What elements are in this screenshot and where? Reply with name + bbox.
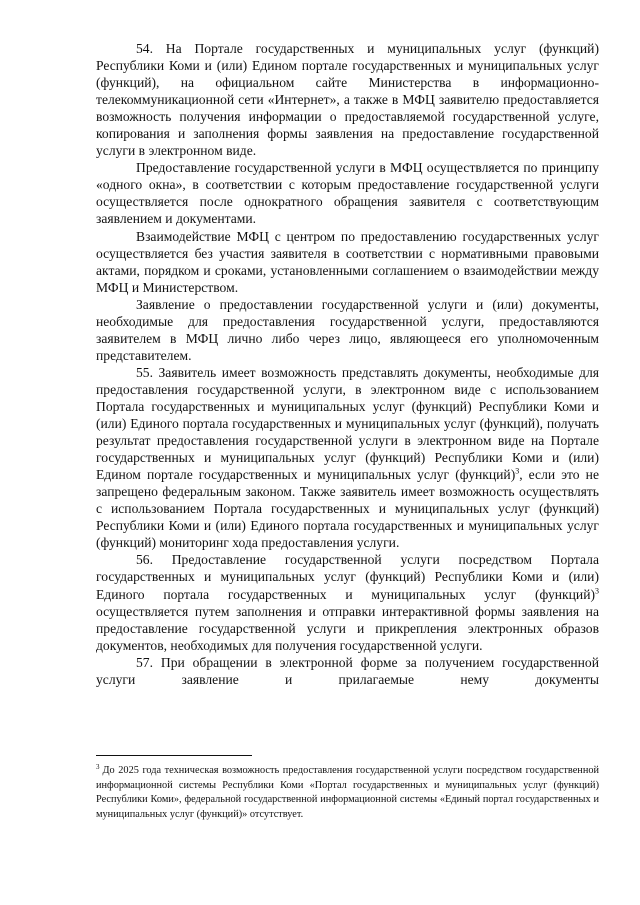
paragraph-56-part-b: осуществляется путем заполнения и отправки интерактивной формы заявления на предоставление государственной услуги и прикрепления электронных образов документов, необходимых для получения государственной услуги.	[96, 603, 599, 653]
paragraph-56-part-a: 56. Предоставление государственной услуги посредством Портала государственных и муниципальных услуг (функций) Республики Коми и (или) Единого портала государственных и муниципальных услуг (функций)	[96, 552, 599, 602]
document-body	[96, 40, 599, 688]
paragraph-54: 54. На Портале государственных и муниципальных услуг (функций) Республики Коми и (или) Едином портале государственных и муниципальных услуг (функций), на официальном сайте Министерства в информационно-телекоммуникационной сети «Интернет», а также в МФЦ заявителю предоставляется возможность получения информации о предоставляемой государственной услуге, копирования и заполнения формы заявления на предоставление государственной услуги в электронном виде.	[96, 41, 599, 159]
paragraph-mfc-interaction: Взаимодействие МФЦ с центром по предоставлению государственных услуг осуществляется без участия заявителя в соответствии с нормативными правовыми актами, порядком и сроками, установленными соглашением о взаимодействии между МФЦ и Министерством.	[96, 228, 599, 295]
footnote-text: До 2025 года техническая возможность предоставления государственной услуги посредством государственной информационной системы Республики Коми «Портал государственных и муниципальных услуг (функций) Республики Коми», федеральной государственной информационной системы «Единый портал государственных и муниципальных услуг (функций)» отсутствует.	[96, 765, 599, 820]
paragraph-55-part-b: , если это не запрещено федеральным законом. Также заявитель имеет возможность осуществлять с использованием Портала государственных и муниципальных услуг (функций) Республики Коми и (или) Единого портала государственных и муниципальных услуг (функций) мониторинг хода предоставления услуги.	[96, 467, 599, 551]
paragraph-application-submission: Заявление о предоставлении государственной услуги и (или) документы, необходимые для предоставления государственной услуги, предоставляются заявителем в МФЦ лично либо через лицо, являющееся его уполномоченным представителем.	[96, 296, 599, 363]
paragraph-55-part-a: 55. Заявитель имеет возможность представлять документы, необходимые для предоставления государственной услуги, в электронном виде с использованием Портала государственных и муниципальных услуг (функций) Республики Коми и (или) Единого портала государственных и муниципальных услуг (функций), получать результат предоставления государственной услуги в электронном виде на Портале государственных и муниципальных услуг (функций) Республики Коми и (или) Едином портале государственных и муниципальных услуг (функций)	[96, 364, 599, 483]
footnote-mark: 3	[96, 762, 100, 771]
footnote-reference: 3	[515, 466, 520, 476]
paragraph-mfc-one-window: Предоставление государственной услуги в МФЦ осуществляется по принципу «одного окна», в соответствии с которым предоставление государственной услуги осуществляется после однократного обращения заявителя с соответствующим заявлением и документами.	[96, 160, 599, 227]
paragraph-55	[96, 364, 599, 552]
footnote-reference: 3	[595, 585, 599, 595]
paragraph-56	[96, 551, 599, 653]
footnote-separator	[96, 755, 252, 756]
footnote	[96, 764, 599, 822]
paragraph-57: 57. При обращении в электронной форме за получением государственной услуги заявление и прилагаемые нему документы	[96, 654, 599, 687]
